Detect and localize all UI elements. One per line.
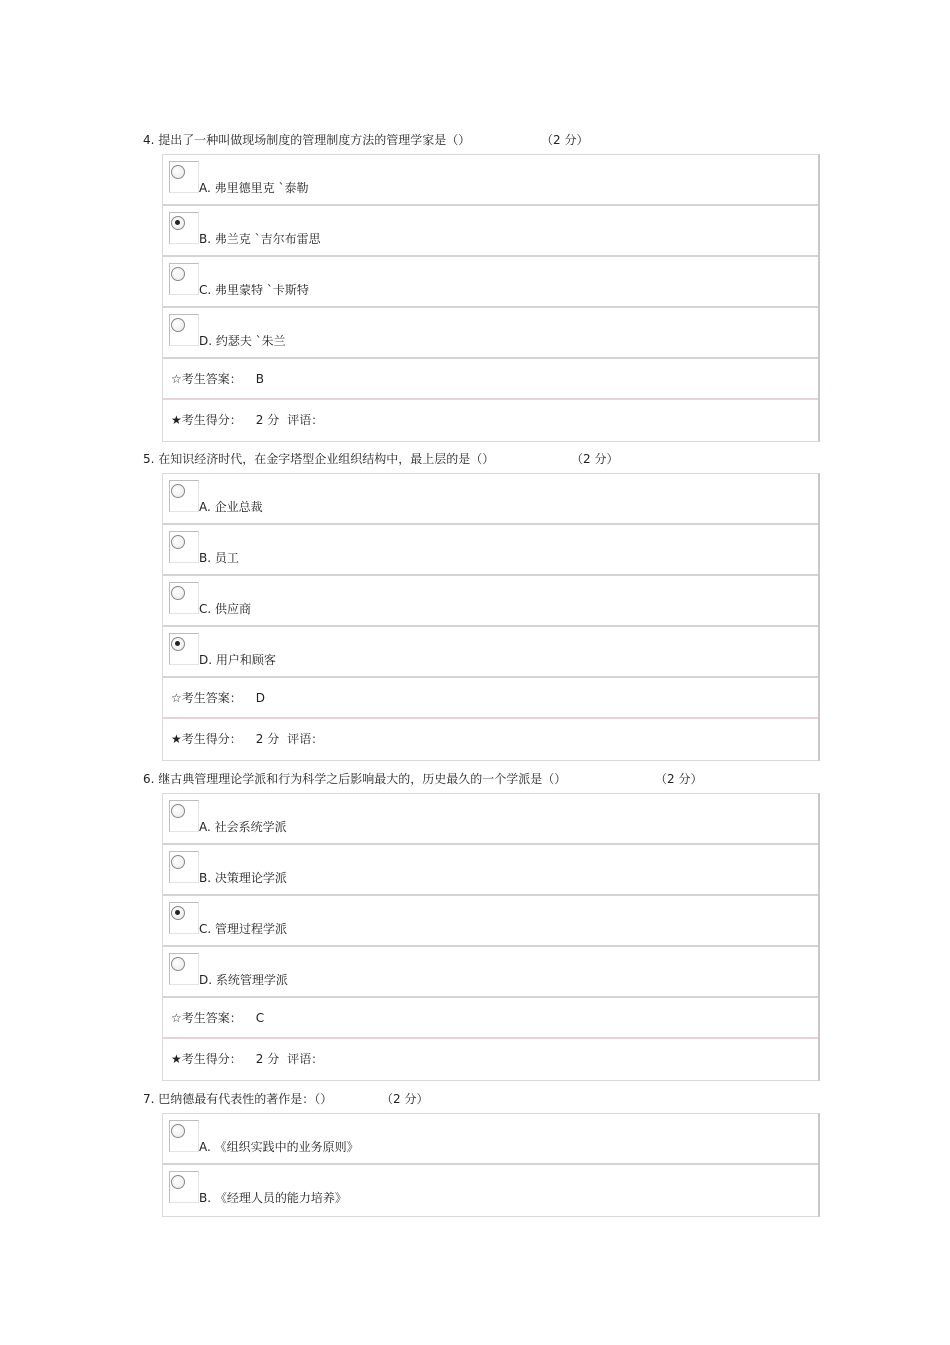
option-row[interactable] — [163, 155, 818, 206]
radio-frame — [169, 902, 199, 934]
question-points: （2 分） — [655, 772, 703, 786]
radio-button[interactable] — [171, 957, 185, 971]
question-text: 5. 在知识经济时代，在金字塔型企业组织结构中，最上层的是（） — [143, 452, 495, 466]
option-label: D. 系统管理学派 — [199, 973, 288, 987]
radio-button[interactable] — [171, 165, 185, 179]
score-label: ★考生得分： — [171, 413, 242, 427]
option-row[interactable] — [163, 206, 818, 257]
question-4 — [143, 131, 823, 442]
question-text: 4. 提出了一种叫做现场制度的管理制度方法的管理学家是（） — [143, 133, 471, 147]
option-row[interactable] — [163, 1114, 818, 1165]
answer-label: ☆考生答案： — [171, 1011, 242, 1025]
radio-button[interactable] — [171, 267, 185, 281]
answer-value: B — [255, 372, 264, 386]
option-label: C. 弗里蒙特 `卡斯特 — [199, 283, 309, 297]
radio-frame — [169, 633, 199, 665]
radio-button[interactable] — [171, 586, 185, 600]
score-row — [163, 400, 818, 441]
option-row[interactable] — [163, 627, 818, 678]
question-title-row — [143, 131, 823, 149]
option-label: C. 供应商 — [199, 602, 252, 616]
radio-frame — [169, 263, 199, 295]
option-label: B. 弗兰克 `吉尔布雷思 — [199, 232, 321, 246]
question-title-row — [143, 450, 823, 468]
radio-frame — [169, 1171, 199, 1203]
score-label: ★考生得分： — [171, 732, 242, 746]
score-value: 2 分 — [255, 413, 280, 427]
radio-frame — [169, 212, 199, 244]
question-text: 7. 巴纳德最有代表性的著作是：（） — [143, 1092, 333, 1106]
radio-frame — [169, 800, 199, 832]
options-box — [162, 793, 820, 1081]
option-row[interactable] — [163, 947, 818, 998]
options-box — [162, 473, 820, 761]
option-label: B. 决策理论学派 — [199, 871, 287, 885]
answer-row — [163, 998, 818, 1039]
comment-label: 评语： — [287, 1052, 324, 1066]
radio-frame — [169, 161, 199, 193]
radio-button-checked[interactable] — [171, 216, 185, 230]
option-row[interactable] — [163, 576, 818, 627]
answer-row — [163, 678, 818, 719]
option-row[interactable] — [163, 794, 818, 845]
question-points: （2 分） — [541, 133, 589, 147]
radio-button[interactable] — [171, 855, 185, 869]
radio-button[interactable] — [171, 1175, 185, 1189]
option-row[interactable] — [163, 474, 818, 525]
radio-frame — [169, 851, 199, 883]
answer-label: ☆考生答案： — [171, 691, 242, 705]
score-row — [163, 1039, 818, 1080]
radio-button-checked[interactable] — [171, 906, 185, 920]
score-value: 2 分 — [255, 1052, 280, 1066]
answer-label: ☆考生答案： — [171, 372, 242, 386]
radio-button[interactable] — [171, 535, 185, 549]
question-6 — [143, 770, 823, 1081]
answer-row — [163, 359, 818, 400]
radio-frame — [169, 1120, 199, 1152]
radio-frame — [169, 531, 199, 563]
option-label: B. 员工 — [199, 551, 239, 565]
question-points: （2 分） — [381, 1092, 429, 1106]
radio-button[interactable] — [171, 484, 185, 498]
comment-label: 评语： — [287, 413, 324, 427]
option-row[interactable] — [163, 525, 818, 576]
option-row[interactable] — [163, 257, 818, 308]
options-box — [162, 154, 820, 442]
option-row[interactable] — [163, 1165, 818, 1216]
score-label: ★考生得分： — [171, 1052, 242, 1066]
option-row[interactable] — [163, 308, 818, 359]
option-label: D. 用户和顾客 — [199, 653, 276, 667]
question-5 — [143, 450, 823, 761]
option-label: B. 《经理人员的能力培养》 — [199, 1191, 347, 1205]
score-value: 2 分 — [255, 732, 280, 746]
question-title-row — [143, 1090, 823, 1108]
question-points: （2 分） — [571, 452, 619, 466]
option-label: A. 弗里德里克 `泰勒 — [199, 181, 309, 195]
score-row — [163, 719, 818, 760]
radio-frame — [169, 582, 199, 614]
option-label: A. 企业总裁 — [199, 500, 263, 514]
question-7 — [143, 1090, 823, 1217]
option-label: D. 约瑟夫 `朱兰 — [199, 334, 286, 348]
question-text: 6. 继古典管理理论学派和行为科学之后影响最大的，历史最久的一个学派是（） — [143, 772, 567, 786]
radio-frame — [169, 953, 199, 985]
options-box — [162, 1113, 820, 1217]
comment-label: 评语： — [287, 732, 324, 746]
radio-button-checked[interactable] — [171, 637, 185, 651]
radio-button[interactable] — [171, 804, 185, 818]
option-label: C. 管理过程学派 — [199, 922, 288, 936]
radio-button[interactable] — [171, 318, 185, 332]
radio-frame — [169, 480, 199, 512]
answer-value: C — [255, 1011, 265, 1025]
radio-frame — [169, 314, 199, 346]
question-title-row — [143, 770, 823, 788]
answer-value: D — [255, 691, 266, 705]
option-label: A. 社会系统学派 — [199, 820, 287, 834]
option-row[interactable] — [163, 896, 818, 947]
option-label: A. 《组织实践中的业务原则》 — [199, 1140, 359, 1154]
radio-button[interactable] — [171, 1124, 185, 1138]
option-row[interactable] — [163, 845, 818, 896]
